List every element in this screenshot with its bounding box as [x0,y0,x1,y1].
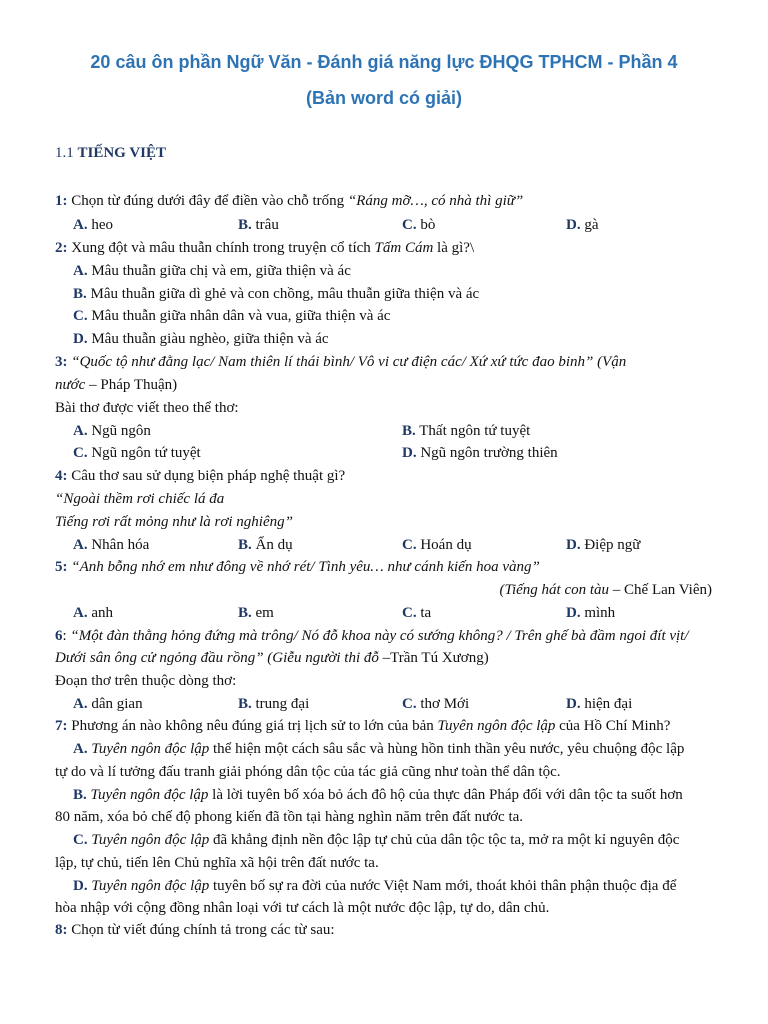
option-d: D. mình [566,605,616,621]
quote-source: (Tiếng hát con tàu – Chế Lan Viên) [499,582,712,598]
option-d: D. hiện đại [566,696,633,712]
question-prompt: Đoạn thơ trên thuộc dòng thơ: [55,673,237,689]
document-title: 20 câu ôn phần Ngữ Văn - Đánh giá năng lực ĐHQG TPHCM - Phần 4 [90,52,678,72]
question-number: 7: [55,718,68,734]
question-number: 4: [55,468,68,484]
option-d-cont: hòa nhập với cộng đồng nhân loại với tư cách là một nước độc lập, tự do, dân chủ. [55,900,550,916]
question-quote: “Ráng mỡ…, có nhà thì giữ” [347,193,524,209]
option-d: D. Điệp ngữ [566,537,641,553]
option-c: C. Ngũ ngôn tứ tuyệt [73,445,201,461]
question-5 [55,557,712,577]
option-a: A. anh [73,605,114,621]
verse-line-2: Tiếng rơi rất mỏng như là rơi nghiêng” [55,514,293,530]
option-a: A. Nhân hóa [73,537,150,553]
section-heading [55,145,166,162]
question-number: 2: [55,240,68,256]
option-b: B. Ẩn dụ [238,537,293,553]
question-text: Phương án nào không nêu đúng giá trị lịch sử to lớn của bản [67,718,438,734]
question-quote: “Một đàn thằng hỏng đứng mà trông/ Nó đỗ khoa này có sướng không? / Trên ghế bà đầm ngoi đít vịt/ [66,628,689,644]
question-3-cont: nước – Pháp Thuận) [55,377,178,393]
option-a: A. Mâu thuẫn giữa chị và em, giữa thiện và ác [73,263,351,279]
question-6: 6: “Một đàn thằng hỏng đứng mà trông/ Nó đỗ khoa này có sướng không? / Trên ghế bà đầm ngoi đít vịt/ [55,628,689,644]
option-d: D. Tuyên ngôn độc lập tuyên bố sự ra đời của nước Việt Nam mới, thoát khỏi thân phận thuộc địa để [73,878,677,894]
work-title: Tuyên ngôn độc lập [437,718,556,734]
question-quote: “Anh bỗng nhớ em như đông về nhớ rét/ Tình yêu… như cánh kiến hoa vàng” [67,559,540,575]
question-number: 3: [55,354,68,370]
question-4 [55,466,712,486]
option-d: D. Ngũ ngôn trường thiên [402,445,558,461]
option-c: C. Mâu thuẫn giữa nhân dân và vua, giữa thiện và ác [73,308,391,324]
option-a: A. Tuyên ngôn độc lập thể hiện một cách sâu sắc và hùng hồn tinh thần yêu nước, yêu chuộng độc lập [73,741,685,757]
question-1 [55,191,712,211]
option-b-cont: 80 năm, xóa bỏ chế độ phong kiến đã tồn tại hàng nghìn năm trên đất nước ta. [55,809,524,825]
question-text: Xung đột và mâu thuẫn chính trong truyện cổ tích [67,240,375,256]
option-b: B. Thất ngôn tứ tuyệt [402,423,531,439]
verse-line-1: “Ngoài thềm rơi chiếc lá đa [55,491,225,507]
section-name: TIẾNG VIỆT [77,145,167,161]
question-number: 6 [55,628,63,644]
question-quote: “Quốc tộ như đằng lạc/ Nam thiên lí thái bình/ Vô vi cư điện các/ Xứ xứ tức đao binh” (Vận [67,354,627,370]
option-c: C. thơ Mới [402,696,470,712]
document-subtitle: (Bản word có giải) [305,88,462,108]
question-prompt: Bài thơ được viết theo thể thơ: [55,400,239,416]
question-2: 2: Xung đột và mâu thuẫn chính trong truyện cổ tích Tấm Cám là gì?\ [55,240,475,256]
option-b: B. trung đại [238,696,310,712]
option-c: C. bò [402,217,436,233]
option-a: A. dân gian [73,696,143,712]
question-7: 7: Phương án nào không nêu đúng giá trị lịch sử to lớn của bản Tuyên ngôn độc lập của Hồ Chí Minh? [55,718,671,734]
question-number: 1: [55,193,68,209]
option-a-cont: tự do và lí tưởng đấu tranh giải phóng dân tộc của tác giả cũng như toàn thể dân tộc. [55,764,561,780]
question-3 [55,352,712,372]
option-d: D. Mâu thuẫn giàu nghèo, giữa thiện và ác [73,331,329,347]
option-a: A. Ngũ ngôn [73,423,151,439]
question-number: 8: [55,922,68,938]
question-6-cont: Dưới sân ông cử ngỏng đầu rồng” (Giễu người thi đỗ –Trần Tú Xương) [55,650,489,666]
option-b: B. Mâu thuẫn giữa dì ghẻ và con chồng, mâu thuẫn giữa thiện và ác [73,286,480,302]
question-text: Chọn từ viết đúng chính tả trong các từ sau: [67,922,335,938]
work-title: Tấm Cám [374,240,434,256]
option-c-cont: lập, tự chủ, tiến lên Chủ nghĩa xã hội trên đất nước ta. [55,855,379,871]
question-8 [55,920,712,940]
option-c: C. ta [402,605,432,621]
option-b: B. trâu [238,217,279,233]
question-number: 5: [55,559,68,575]
option-c: C. Tuyên ngôn độc lập đã khẳng định nền độc lập tự chủ của dân tộc tộc ta, mở ra một kỉ nguyên độc [73,832,680,848]
option-b: B. em [238,605,274,621]
question-text: Chọn từ đúng dưới đây để điền vào chỗ trống [67,193,348,209]
option-b: B. Tuyên ngôn độc lập là lời tuyên bố xóa bỏ ách đô hộ của thực dân Pháp đối với dân tộc ta suốt hơn [73,787,683,803]
option-d: D. gà [566,217,599,233]
option-a: A. heo [73,217,114,233]
section-number: 1.1 [55,145,74,161]
option-c: C. Hoán dụ [402,537,472,553]
question-text: Câu thơ sau sử dụng biện pháp nghệ thuật gì? [67,468,346,484]
